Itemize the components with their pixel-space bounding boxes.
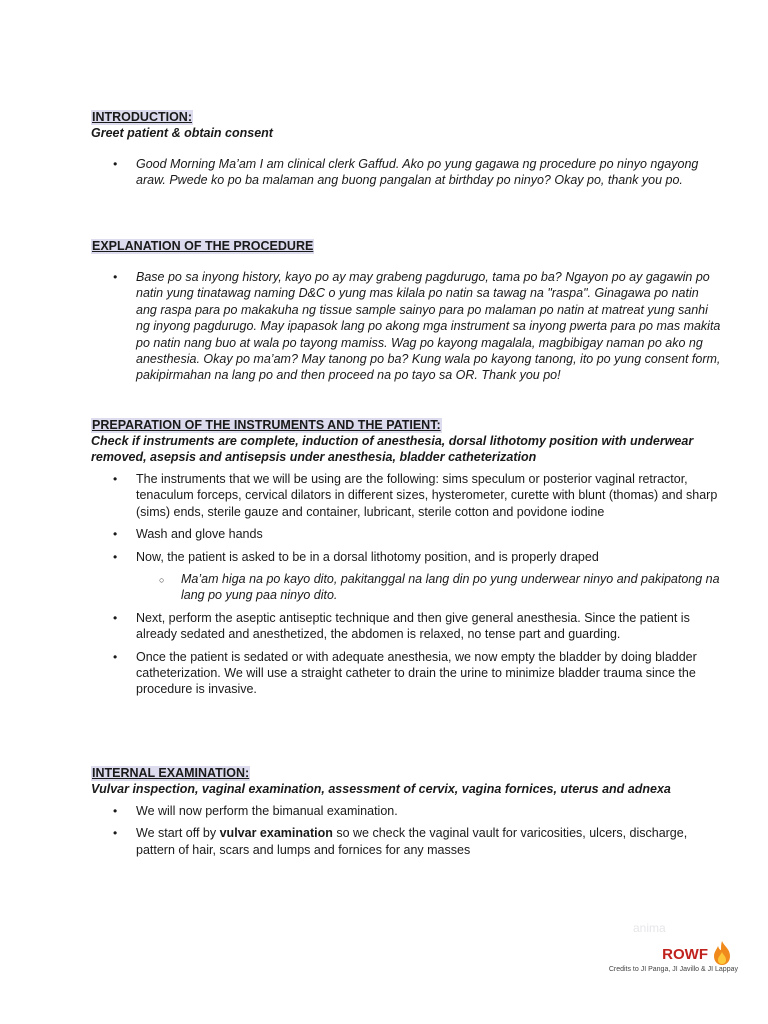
list-item-text: so we check the vaginal vault for varicosities, ulcers, discharge, pattern of hair, scars and lumps and fornices for any masses: [136, 826, 688, 857]
section-explanation: [91, 239, 721, 384]
footer-branding: [538, 918, 738, 988]
heading-explanation: EXPLANATION OF THE PROCEDURE: [92, 239, 314, 253]
heading-introduction: INTRODUCTION:: [92, 110, 192, 124]
preparation-sub-list: [91, 571, 721, 604]
explanation-list: [91, 269, 721, 384]
section-preparation: [91, 418, 721, 698]
section-internal-examination: [91, 766, 721, 858]
subtitle-introduction: Greet patient & obtain consent: [91, 126, 273, 140]
list-item: • Base po sa inyong history, kayo po ay may grabeng pagdurugo, tama po ba? Ngayon po ay gagawin po natin yung tinatawag naming D&C o yung mas kilala po natin sa tawag na "raspa". Ginagawa po natin ang raspa para po makakuha ng tissue sample sainyo para po malaman po natin at matreat yung sanhi ng inyong pagdurugo. May ipapasok lang po akong mga instrument sa inyong pwerta para po mas makita po natin nang buo at wala po tayong mamiss. Wag po kayong magalala, magbibigay naman po ako ng anesthesia. Okay po ma’am? May tanong po ba? Kung wala po kayong tanong, ito po yung consent form, pakipirmahan na lang po and then proceed na po tayo sa OR. Thank you po!: [91, 269, 721, 384]
heading-internal-examination: INTERNAL EXAMINATION:: [92, 766, 250, 780]
preparation-list-continued: [91, 610, 721, 698]
list-item: • Good Morning Ma’am I am clinical clerk Gaffud. Ako po yung gagawa ng procedure po ninyo ngayong araw. Pwede ko po ba malaman ang buong pangalan at birthday po ninyo? Okay po, thank you po.: [91, 156, 721, 189]
subtitle-internal-examination: Vulvar inspection, vaginal examination, assessment of cervix, vagina fornices, uterus and adnexa: [91, 782, 671, 796]
heading-preparation: PREPARATION OF THE INSTRUMENTS AND THE PATIENT:: [92, 418, 441, 432]
intro-list: [91, 156, 721, 189]
section-introduction: [91, 110, 721, 189]
credits-text: Credits to JI Panga, JI Javillo & JI Lappay: [608, 966, 738, 973]
list-item: • Wash and glove hands: [91, 526, 721, 542]
list-item: • Now, the patient is asked to be in a dorsal lithotomy position, and is properly draped: [91, 549, 721, 565]
emphasis-vulvar-examination: vulvar examination: [219, 826, 333, 841]
fire-icon: [712, 940, 732, 969]
sub-list-item: ○ Ma’am higa na po kayo dito, pakitanggal na lang din po yung underwear ninyo and pakipatong na lang po yung paa ninyo dito.: [91, 571, 721, 604]
brand-logo: [662, 940, 732, 969]
internal-list: [91, 803, 721, 858]
brand-name: ROWF: [662, 946, 708, 963]
list-item: • Once the patient is sedated or with adequate anesthesia, we now empty the bladder by doing bladder catheterization. We will use a straight catheter to drain the urine to minimize bladder trauma since the procedure is invasive.: [91, 649, 721, 698]
list-item-text: We start off by: [136, 826, 220, 841]
subtitle-preparation: Check if instruments are complete, induction of anesthesia, dorsal lithotomy position with underwear removed, asepsis and antisepsis under anesthesia, bladder catheterization: [91, 434, 694, 464]
list-item: • We will now perform the bimanual examination.: [91, 803, 721, 819]
watermark-text: anima: [633, 921, 666, 935]
list-item: • Next, perform the aseptic antiseptic technique and then give general anesthesia. Since the patient is already sedated and anesthetized, the abdomen is relaxed, no tense part and guarding.: [91, 610, 721, 643]
list-item: • The instruments that we will be using are the following: sims speculum or posterior vaginal retractor, tenaculum forceps, cervical dilators in different sizes, hysterometer, curette with blunt (thomas) and sharp (sims) ends, sterile gauze and container, lubricant, sterile cotton and povidone iodine: [91, 471, 721, 520]
list-item: [91, 825, 721, 858]
preparation-list: [91, 471, 721, 565]
